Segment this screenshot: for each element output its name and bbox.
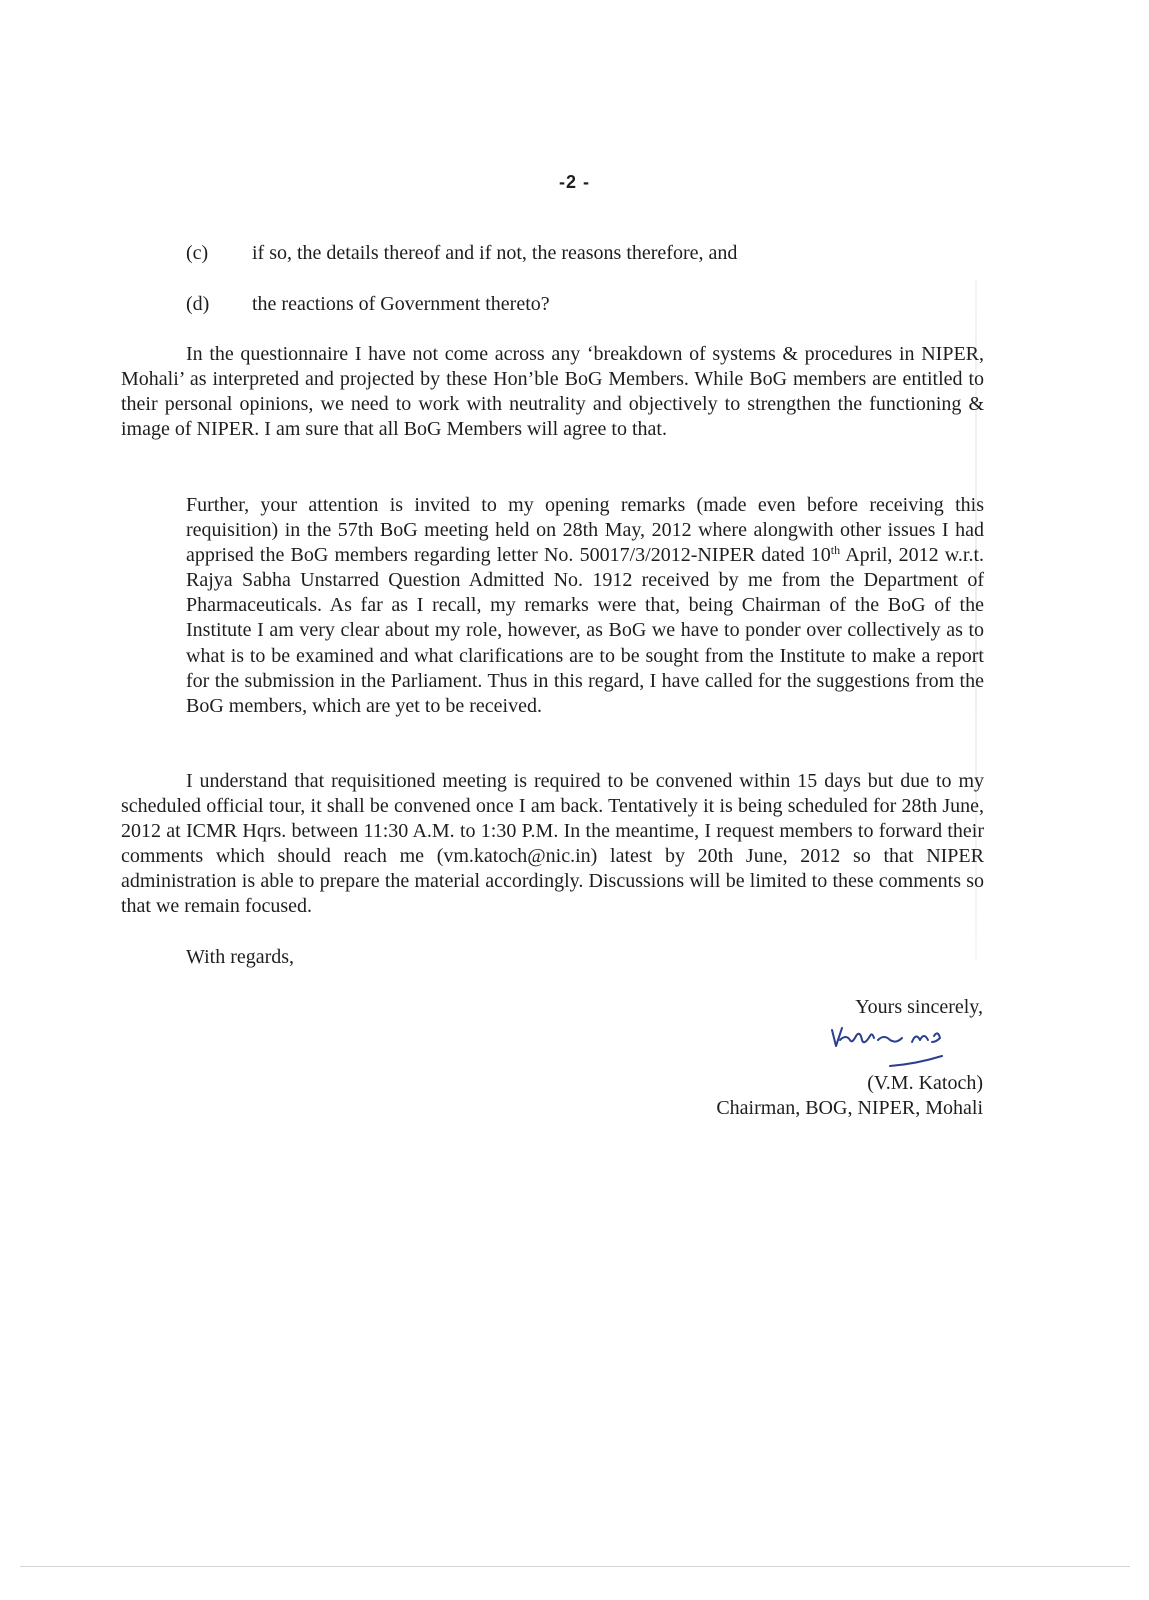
paragraph-meeting-schedule: I understand that requisitioned meeting is required to be convened within 15 days but due to my scheduled official tour, it shall be convened once I am back. Tentatively it is being scheduled for 28th June, 2012 at ICMR Hqrs. between 11:30 A.M. to 1:30 P.M. In the meantime, I request members to forward their comments which should reach me (vm.katoch@nic.in) latest by 20th June, 2012 so that NIPER administration is able to prepare the material accordingly. Discussions will be limited to these comments so that we remain focused. [121, 770, 984, 918]
closing-salutation: With regards, [186, 946, 295, 968]
paragraph-text: April, 2012 w.r.t. Rajya Sabha Unstarred Question Admitted No. 1912 received by me from the Department of Pharmaceuticals. As far as I recall, my remarks were that, being Chairman of the BoG of the Institute I am very clear about my role, however, as BoG we have to ponder over collectively as to what is to be examined and what clarifications are to be sought from the Institute to make a report for the submission in the Parliament. Thus in this regard, I have called for the suggestions from the BoG members, which are yet to be received. [186, 544, 985, 717]
page-number: -2 - [559, 172, 590, 192]
paragraph-questionnaire: In the questionnaire I have not come across any ‘breakdown of systems & procedures in NIPER, Mohali’ as interpreted and projected by these Hon’ble BoG Members. While BoG members are entitled to their personal opinions, we need to work with neutrality and objectively to strengthen the functioning & image of NIPER. I am sure that all BoG Members will agree to that. [121, 343, 984, 441]
yours-sincerely: Yours sincerely, [855, 996, 983, 1018]
list-item-c [186, 241, 986, 266]
scan-edge-line [20, 1566, 1130, 1567]
list-item-text: if so, the details thereof and if not, the reasons therefore, and [252, 242, 738, 264]
list-item-d [186, 292, 986, 317]
handwritten-signature [826, 1020, 956, 1072]
list-marker: (c) [186, 242, 209, 264]
signatory-name: (V.M. Katoch) [867, 1072, 983, 1094]
list-item-text: the reactions of Government thereto? [252, 293, 550, 315]
list-marker: (d) [186, 293, 210, 315]
paragraph-text: Further, your attention is invited to my opening remarks (made even before receiving this requisition) in the 57th BoG meeting held on 28th May, 2012 where alongwith other issues I had apprised the BoG members regarding letter No. 50017/3/2012-NIPER dated 10 [186, 494, 984, 567]
signatory-title: Chairman, BOG, NIPER, Mohali [716, 1097, 983, 1119]
superscript: th [830, 543, 841, 558]
paragraph-opening-remarks [186, 493, 984, 719]
